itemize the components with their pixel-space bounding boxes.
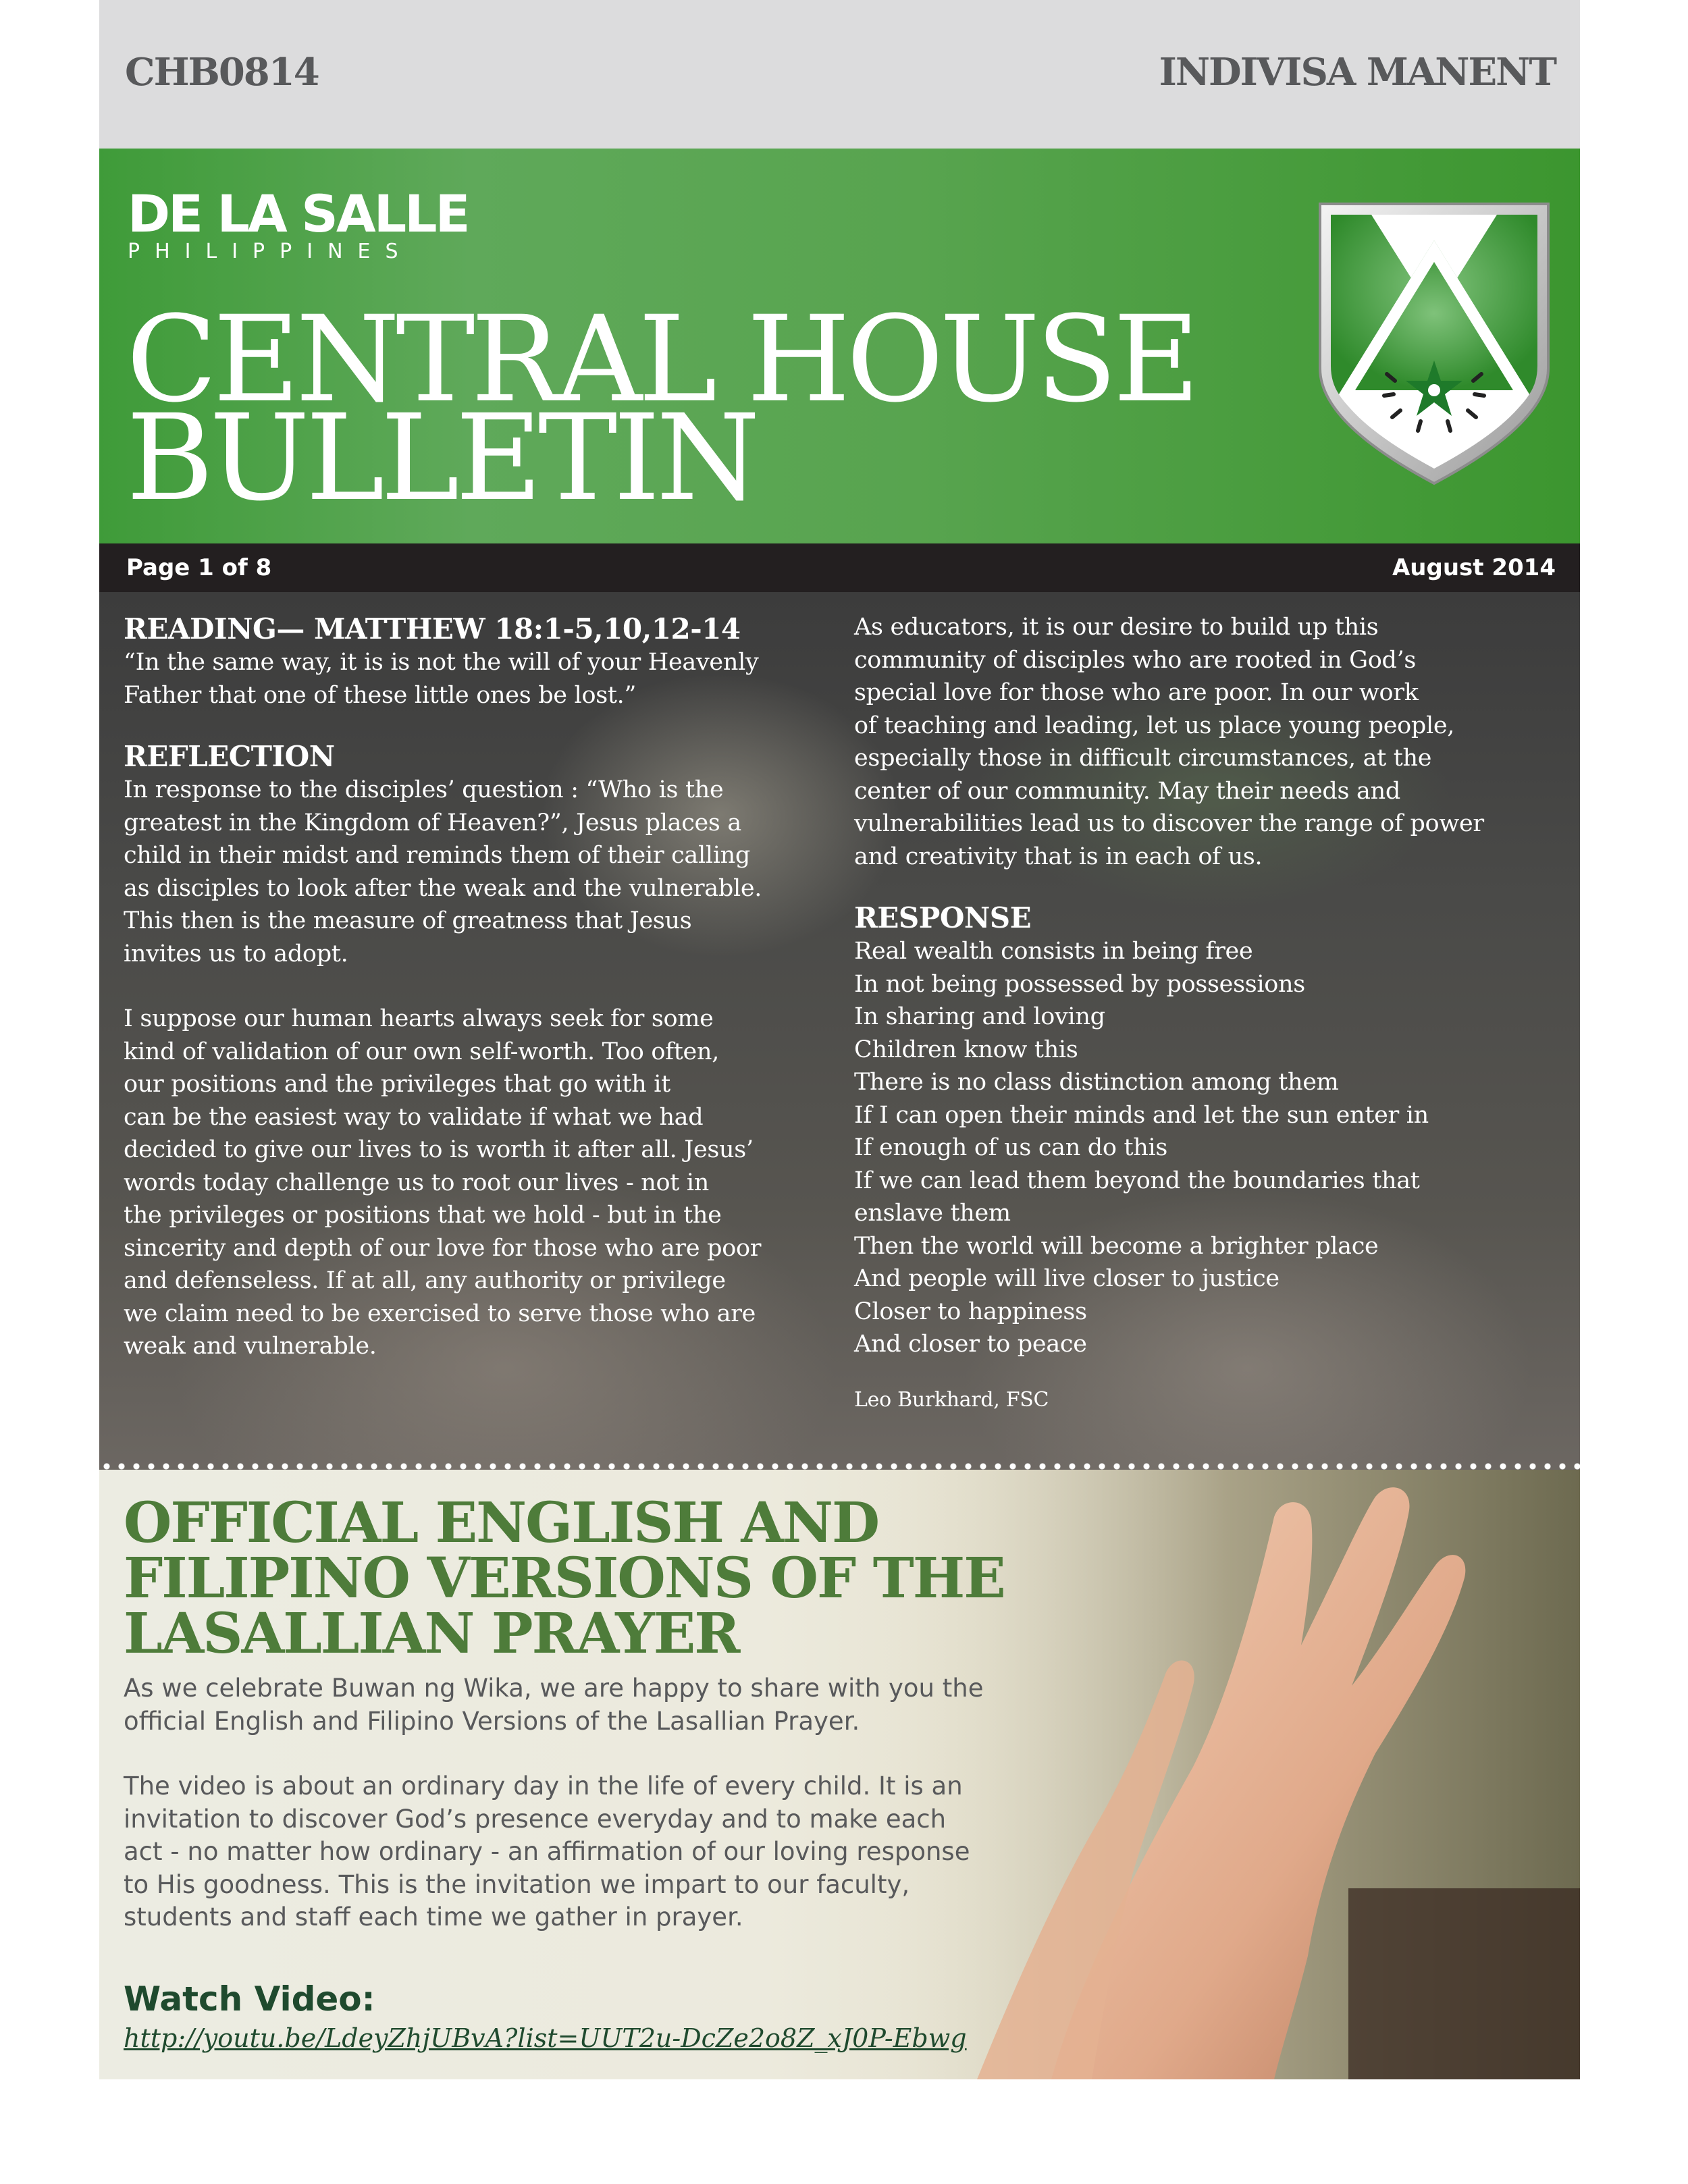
video-link[interactable]: http://youtu.be/LdeyZhjUBvA?list=UUT2u-DcZe2o8Z_xJ0P-Ebwg	[124, 2023, 967, 2053]
masthead	[99, 149, 1580, 543]
prayer-body	[124, 1672, 1069, 1934]
motto: INDIVISA MANENT	[1159, 50, 1556, 95]
brand-name: DE LA SALLE	[128, 184, 469, 244]
prayer-intro: As we celebrate Buwan ng Wika, we are happy to share with you the official English and Filipino Versions of the Lasallian Prayer.	[124, 1674, 984, 1736]
dotted-divider	[99, 1463, 1580, 1470]
bulletin-code: CHB0814	[125, 50, 319, 95]
issue-date: August 2014	[1392, 554, 1556, 581]
response-poem: Real wealth consists in being free In not being possessed by possessions In sharing and loving Children know this There is no class distinction among them If I can open their minds and let the sun enter in If enough of us can do this If we can lead them beyond the boundaries that enslave them Then the world will become a brighter place And people will live closer to justice Closer to happiness And closer to peace	[854, 938, 1429, 1358]
reflection-paragraph-1: In response to the disciples’ question : “Who is the greatest in the Kingdom of Heaven?”, Jesus places a child in their midst and reminds them of their calling as disciples to look after the weak and the vulnerable. This then is the measure of greatness that Jesus invites us to adopt.	[124, 776, 762, 967]
prayer-title: OFFICIAL ENGLISH AND FILIPINO VERSIONS OF THE LASALLIAN PRAYER	[124, 1491, 1005, 1666]
reflection-heading: REFLECTION	[124, 740, 335, 773]
response-heading: RESPONSE	[854, 901, 1032, 934]
page-title	[126, 290, 1196, 527]
title-line-2: BULLETIN	[126, 389, 756, 527]
poem-author: Leo Burkhard, FSC	[854, 1387, 1049, 1412]
prayer-description: The video is about an ordinary day in the life of every child. It is an invitation to discover God’s presence everyday and to make each act - no matter how ordinary - an affirmation of our loving response to His goodness. This is the invitation we impart to our faculty, students and staff each time we gather in prayer.	[124, 1772, 970, 1932]
watch-video-label: Watch Video:	[124, 1979, 375, 2019]
reflection-section	[99, 592, 1580, 1470]
bulletin-page	[99, 0, 1580, 2079]
brand-sub: PHILIPPINES	[128, 240, 413, 263]
page-number: Page 1 of 8	[126, 554, 272, 581]
title-line-1: CENTRAL HOUSE	[126, 290, 1196, 429]
reading-quote: “In the same way, it is is not the will of your Heavenly Father that one of these little ones be lost.”	[124, 649, 759, 709]
prayer-section	[99, 1470, 1580, 2079]
reading-heading: READING— MATTHEW 18:1-5,10,12-14	[124, 612, 741, 645]
page-info-bar	[99, 543, 1580, 592]
left-column	[124, 612, 853, 1363]
top-bar	[99, 0, 1580, 149]
reflection-paragraph-2: I suppose our human hearts always seek for some kind of validation of our own self-worth. Too often, our positions and the privileges that go with it can be the easiest way to validate if what we had decided to give our lives to is worth it after all. Jesus’ words today challenge us to root our lives - not in the privileges or positions that we hold - but in the sincerity and depth of our love for those who are poor and defenseless. If at all, any authority or privilege we claim need to be exercised to serve those who are weak and vulnerable.	[124, 1005, 762, 1360]
reflection-paragraph-3: As educators, it is our desire to build up this community of disciples who are rooted in God’s special love for those who are poor. In our work of teaching and leading, let us place young people, especially those in difficult circumstances, at the center of our community. May their needs and vulnerabilities lead us to discover the range of power and creativity that is in each of us.	[854, 614, 1484, 870]
right-column	[854, 611, 1570, 1414]
de-la-salle-logo	[128, 184, 469, 263]
crest-icon	[1316, 200, 1552, 487]
